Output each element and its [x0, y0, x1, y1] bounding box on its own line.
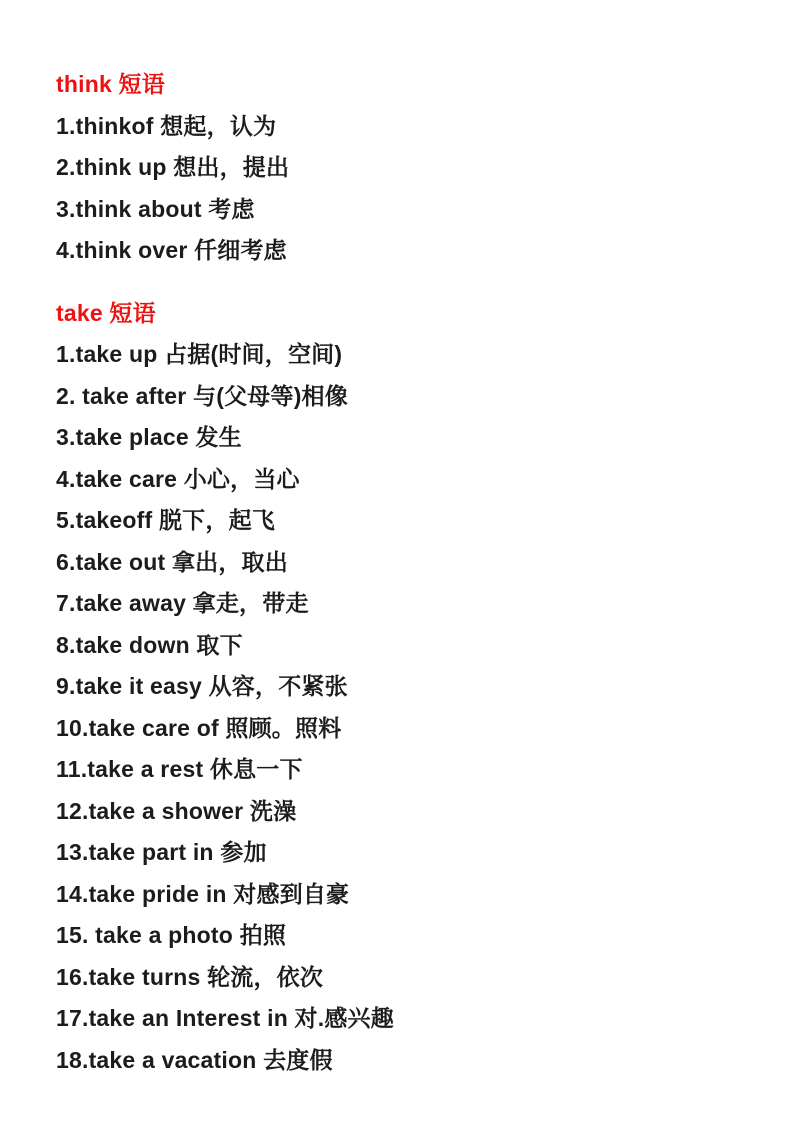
phrase-line: 6.take out 拿出，取出 [56, 548, 288, 575]
phrase-line: 5.takeoff 脱下，起飞 [56, 507, 275, 534]
phrase-line: 4.think over 仟细考虑 [56, 237, 287, 264]
section-heading-think: think 短语 [56, 71, 165, 98]
phrase-line: 13.take part in 参加 [56, 839, 267, 866]
phrase-line: 2.think up 想出，提出 [56, 154, 290, 181]
phrase-line: 7.take away 拿走，带走 [56, 590, 309, 617]
section-take-phrases [56, 291, 753, 1080]
phrase-line: 3.think about 考虑 [56, 195, 255, 222]
phrase-line: 9.take it easy 从容，不紧张 [56, 673, 348, 700]
phrase-line: 1.take up 占据(时间，空间) [56, 341, 343, 368]
phrase-line: 2. take after 与(父母等)相像 [56, 382, 348, 409]
phrase-line: 10.take care of 照顾。照料 [56, 714, 342, 741]
phrase-line: 4.take care 小心，当心 [56, 465, 300, 492]
phrase-line: 1.thinkof 想起，认为 [56, 112, 277, 139]
phrase-line: 17.take an Interest in 对.感兴趣 [56, 1005, 394, 1032]
section-heading-take: take 短语 [56, 299, 156, 326]
phrase-line: 11.take a rest 休息一下 [56, 756, 303, 783]
phrase-line: 14.take pride in 对感到自豪 [56, 880, 350, 907]
section-think-phrases [56, 62, 753, 270]
phrase-line: 3.take place 发生 [56, 424, 242, 451]
phrase-line: 18.take a vacation 去度假 [56, 1046, 333, 1073]
phrase-line: 15. take a photo 拍照 [56, 922, 287, 949]
phrase-line: 16.take turns 轮流，依次 [56, 963, 324, 990]
document-content [56, 62, 753, 1079]
phrase-line: 8.take down 取下 [56, 631, 243, 658]
phrase-line: 12.take a shower 洗澡 [56, 797, 297, 824]
